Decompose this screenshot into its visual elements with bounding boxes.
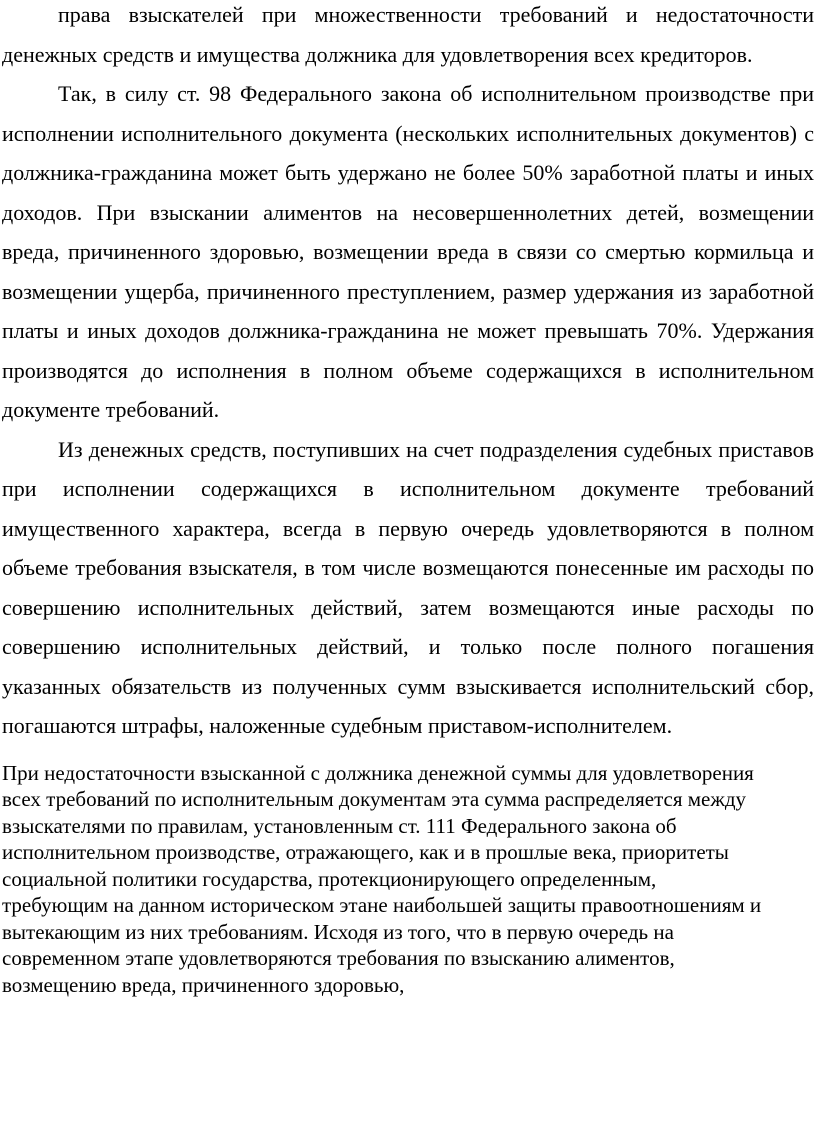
paragraph-article-98: Так, в силу ст. 98 Федерального закона об исполнительном производстве при исполнении исполнительного документа (нескольких исполнительных документов) с должника-гражданина может быть удержано не более 50% заработной платы и иных доходов. При взыскании алиментов на несовершеннолетних детей, возмещении вреда, причиненного здоровью, возмещении вреда в связи со смертью кормильца и возмещении ущерба, причиненного преступлением, размер удержания из заработной платы и иных доходов должника-гражданина не может превышать 70%. Удержания производятся до исполнения в полном объеме содержащихся в исполнительном документе требований. bbox=[2, 81, 814, 422]
paragraph-continuation: права взыскателей при множественности требований и недостаточности денежных средств и имущества должника для удовлетворения всех кредиторов. bbox=[2, 2, 814, 67]
paragraph-insufficient-funds: При недостаточности взысканной с должника денежной суммы для удовлетворения всех требований по исполнительным документам эта сумма распределяется между взыскателями по правилам, установленным ст. 111 Федерального закона об исполнительном производстве, отражающего, как и в прошлые века, приоритеты социальной политики государства, протекционирующего определенным, требующим на данном историческом этане наибольшей защиты правоотношениям и вытекающим из них требованиям. Исходя из того, что в первую очередь на современном этапе удовлетворяются требования по взысканию алиментов, возмещению вреда, причиненного здоровью, bbox=[2, 760, 762, 997]
paragraph-funds-distribution: Из денежных средств, поступивших на счет подразделения судебных приставов при исполнении содержащихся в исполнительном документе требований имущественного характера, всегда в первую очередь удовлетворяются в полном объеме требования взыскателя, в том числе возмещаются понесенные им расходы по совершению исполнительных действий, затем возмещаются иные расходы по совершению исполнительных действий, и только после полного погашения указанных обязательств из полученных сумм взыскивается исполнительский сбор, погашаются штрафы, наложенные судебным приставом-исполнителем. bbox=[2, 436, 814, 738]
